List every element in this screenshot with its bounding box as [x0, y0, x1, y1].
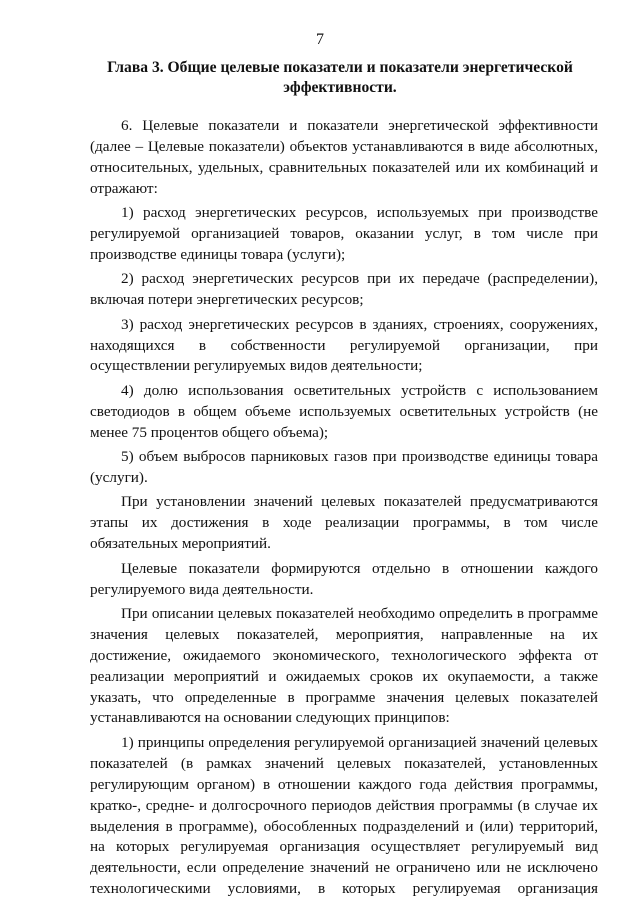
- paragraph-line: обязательных мероприятий.: [90, 535, 271, 553]
- paragraph-line: включая потери энергетических ресурсов;: [90, 291, 364, 309]
- paragraph-line: 6. Целевые показатели и показатели энергетической эффективности: [121, 117, 598, 134]
- paragraph-line: выделения в программе), обособленных подразделений и (или) территорий,: [90, 817, 598, 835]
- paragraph: [90, 269, 598, 311]
- paragraph-line: (услуги).: [90, 469, 148, 486]
- paragraph-line: деятельности, если определение значений не ограничено или не исключено: [90, 859, 598, 877]
- paragraph-line: показателей (в рамках значений целевых показателей, установленных: [90, 754, 598, 772]
- body-text: [90, 116, 598, 904]
- paragraph-line: отражают:: [90, 179, 158, 197]
- chapter-title-line: Глава 3. Общие целевые показатели и показатели энергетической: [107, 59, 573, 76]
- paragraph: [90, 116, 598, 200]
- paragraph-line: производстве единицы товара (услуги);: [90, 245, 346, 263]
- paragraph-line: на которых регулируемая организация осуществляет регулируемый вид: [90, 838, 598, 856]
- paragraph: [90, 733, 598, 900]
- paragraph-line: кратко-, средне- и долгосрочного периодов действия программы (в случае их: [90, 796, 598, 814]
- paragraph-line: относительных, удельных, сравнительных показателей или их комбинаций и: [90, 158, 598, 176]
- paragraph: [90, 447, 598, 489]
- paragraph: [90, 492, 598, 555]
- paragraph: [90, 315, 598, 378]
- paragraph-line: Целевые показатели формируются отдельно в отношении каждого: [121, 559, 598, 577]
- paragraph-line: светодиодов в общем объеме используемых осветительных устройств (не: [90, 402, 598, 420]
- paragraph: [90, 203, 598, 266]
- paragraph-line: реализации мероприятий и ожидаемых сроков их окупаемости, а также: [90, 667, 598, 685]
- paragraph-line: находящихся в собственности регулируемой организации, при: [90, 336, 598, 354]
- paragraph-line: регулируемой организацией товаров, оказании услуг, в том числе при: [90, 225, 598, 243]
- paragraph: [90, 559, 598, 601]
- paragraph-line: указать, что определенные в программе значения целевых показателей: [90, 688, 598, 706]
- page-number: 7: [316, 31, 324, 48]
- paragraph-line: менее 75 процентов общего объема);: [90, 423, 329, 441]
- paragraph-line: технологическими условиями, в которых регулируемая организация: [90, 880, 598, 898]
- paragraph-line: При установлении значений целевых показателей предусматриваются: [121, 493, 598, 511]
- paragraph-line: достижение, ожидаемого экономического, технологического эффекта от: [90, 646, 598, 664]
- paragraph-line: 2) расход энергетических ресурсов при их передаче (распределении),: [121, 270, 598, 288]
- paragraph: [90, 604, 598, 729]
- paragraph-line: 5) объем выбросов парниковых газов при производстве единицы товара: [121, 448, 598, 466]
- chapter-title: [100, 58, 580, 98]
- paragraph-line: устанавливаются на основании следующих принципов:: [90, 709, 450, 727]
- paragraph-line: этапы их достижения в ходе реализации программы, в том числе: [90, 514, 598, 532]
- paragraph-line: регулирующим органом) в отношении каждого года действия программы,: [90, 775, 598, 793]
- paragraph-line: 4) долю использования осветительных устройств с использованием: [121, 381, 598, 399]
- paragraph-line: осуществлении регулируемых видов деятельности;: [90, 357, 423, 375]
- chapter-title-line: эффективности.: [283, 79, 397, 96]
- paragraph-line: 1) расход энергетических ресурсов, используемых при производстве: [121, 204, 598, 222]
- paragraph-line: (далее – Целевые показатели) объектов устанавливаются в виде абсолютных,: [90, 137, 598, 155]
- paragraph-line: регулируемого вида деятельности.: [90, 580, 314, 598]
- paragraph-line: значения целевых показателей, мероприятия, направленные на их: [90, 625, 598, 643]
- paragraph: [90, 381, 598, 444]
- paragraph-line: 1) принципы определения регулируемой организацией значений целевых: [121, 733, 598, 751]
- paragraph-line: При описании целевых показателей необходимо определить в программе: [121, 604, 598, 622]
- paragraph-line: 3) расход энергетических ресурсов в зданиях, строениях, сооружениях,: [121, 315, 598, 333]
